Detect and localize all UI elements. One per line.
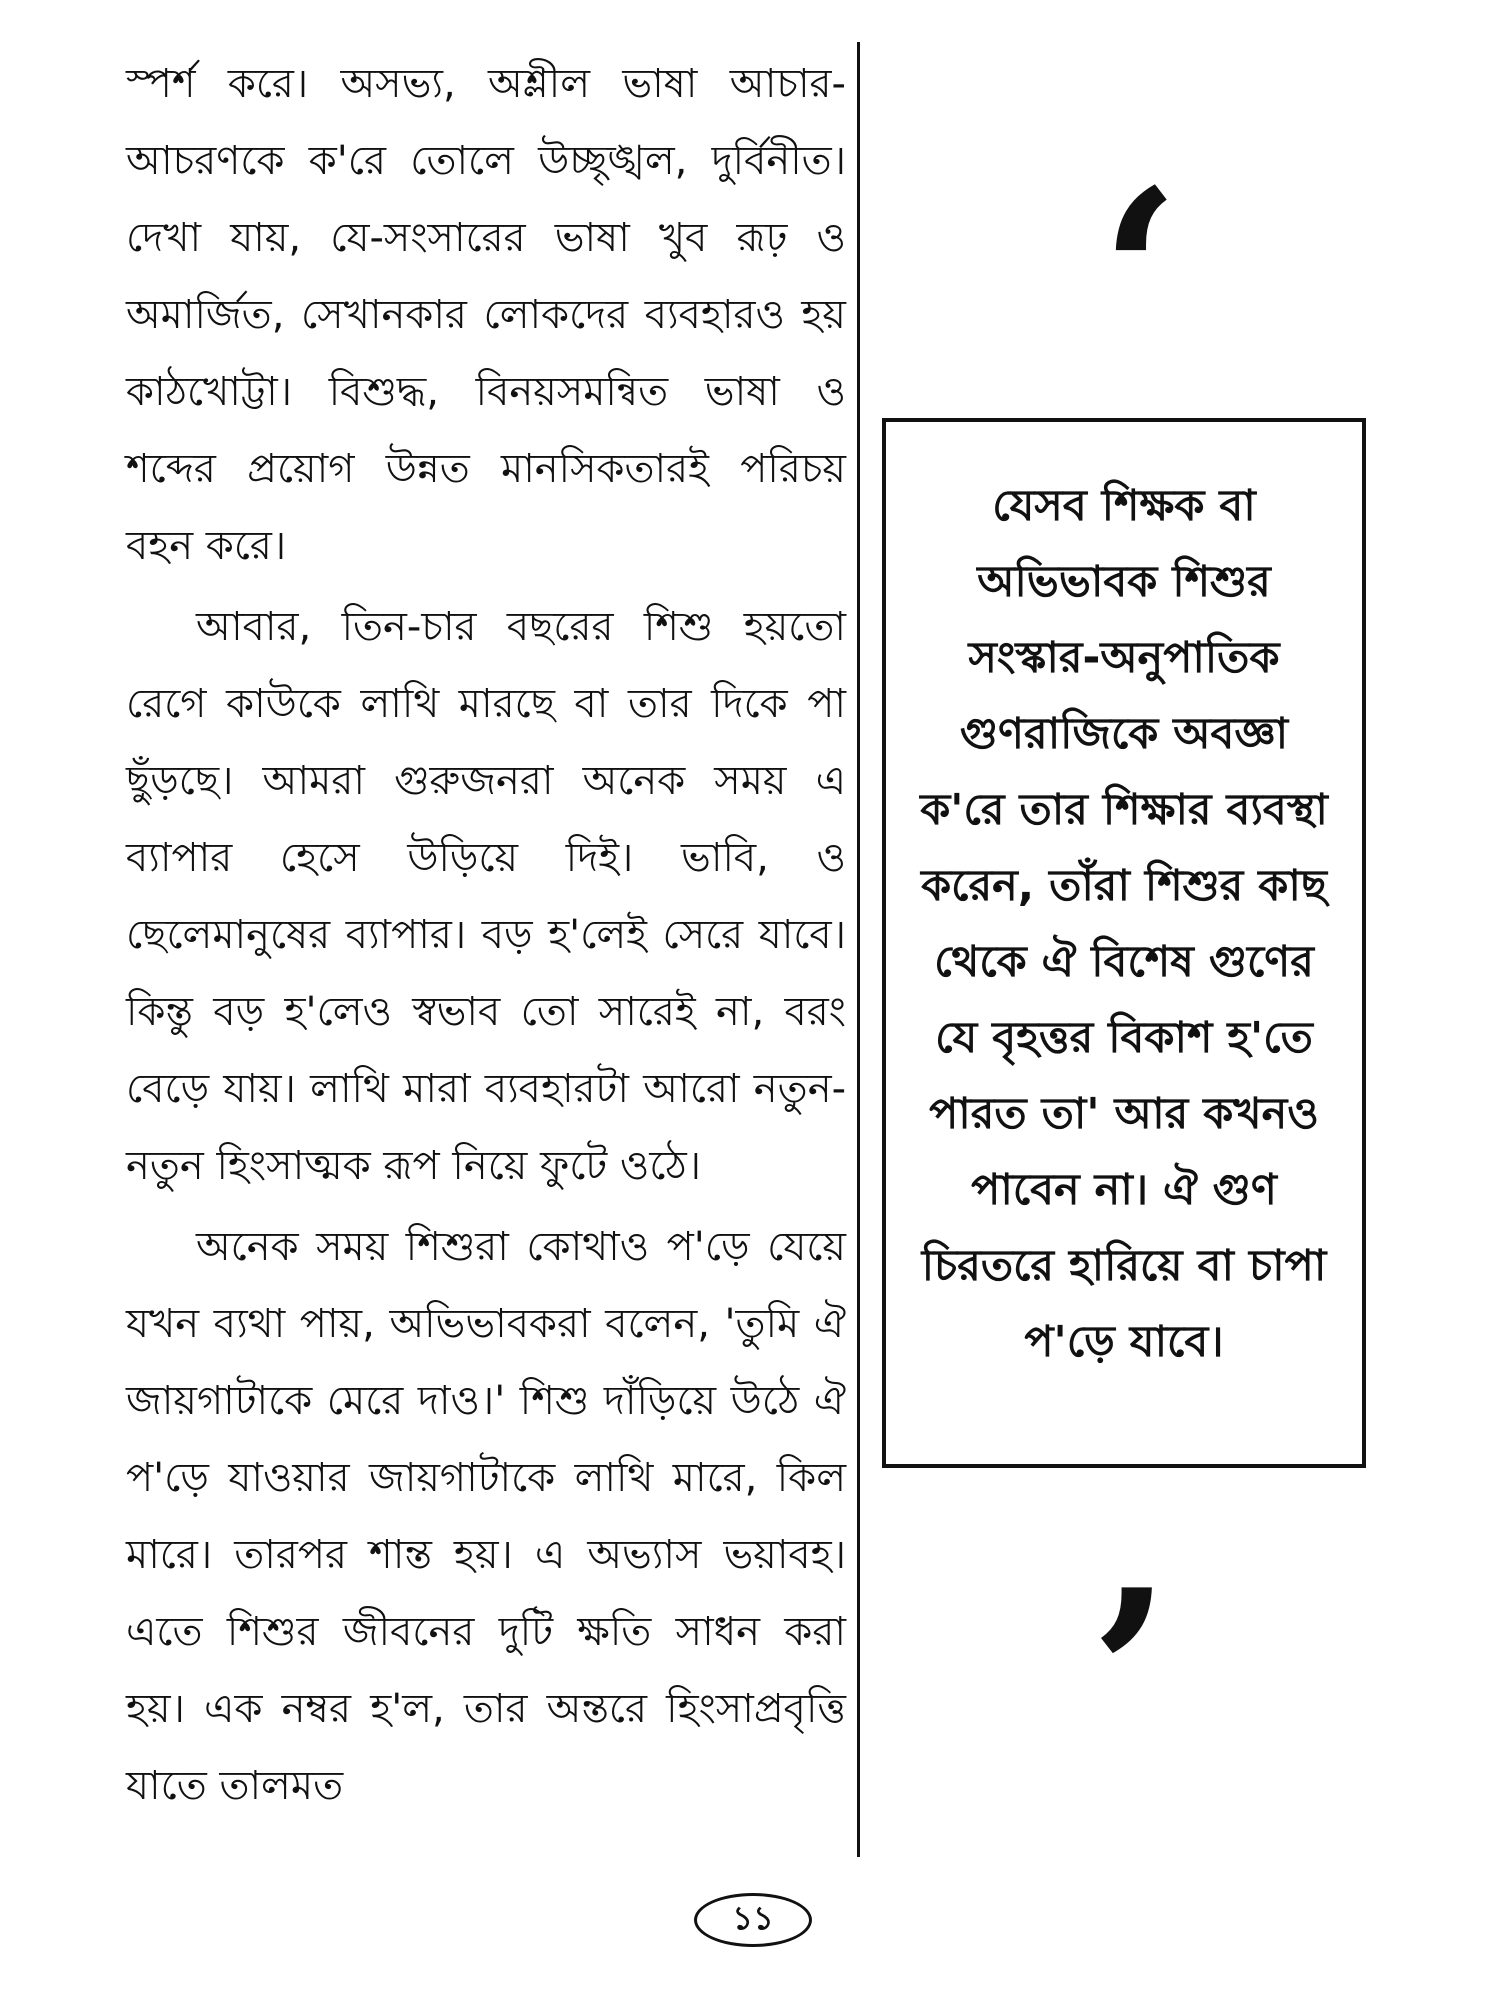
page-number: ১১ [694,1893,812,1947]
body-paragraph-3: অনেক সময় শিশুরা কোথাও প'ড়ে যেয়ে যখন ব্যথা পায়, অভিভাবকরা বলেন, 'তুমি ঐ জায়গাটাকে মেরে দাও।' শিশু দাঁড়িয়ে উঠে ঐ প'ড়ে যাওয়ার জায়গাটাকে লাথি মারে, কিল মারে। তারপর শান্ত হয়। এ অভ্যাস ভয়াবহ। এতে শিশুর জীবনের দুটি ক্ষতি সাধন করা হয়। এক নম্বর হ'ল, তার অন্তরে হিংসাপ্রবৃত্তি যাতে তালমত [126,1224,846,1809]
body-paragraph-2: আবার, তিন-চার বছরের শিশু হয়তো রেগে কাউকে লাথি মারছে বা তার দিকে পা ছুঁড়ছে। আমরা গুরুজনরা অনেক সময় এ ব্যাপার হেসে উড়িয়ে দিই। ভাবি, ও ছেলেমানুষের ব্যাপার। বড় হ'লেই সেরে যাবে। কিন্তু বড় হ'লেও স্বভাব তো সারেই না, বরং বেড়ে যায়। লাথি মারা ব্যবহারটা আরো নতুন-নতুন হিংসাত্মক রূপ নিয়ে ফুটে ওঠে। [126,604,846,1189]
close-quote-mark: ’ [1090,1540,1171,1810]
body-paragraph-1: স্পর্শ করে। অসভ্য, অশ্লীল ভাষা আচার-আচরণকে ক'রে তোলে উচ্ছৃঙ্খল, দুর্বিনীত। দেখা যায়, যে-সংসারের ভাষা খুব রূঢ় ও অমার্জিত, সেখানকার লোকদের ব্যবহারও হয় কাঠখোট্টা। বিশুদ্ধ, বিনয়সমন্বিত ভাষা ও শব্দের প্রয়োগ উন্নত মানসিকতারই পরিচয় বহন করে। [126,61,846,569]
column-divider [857,42,860,1857]
open-quote-mark: ‘ [1100,140,1181,410]
pull-quote-text: যেসব শিক্ষক বা অভিভাবক শিশুর সংস্কার-অনুপাতিক গুণরাজিকে অবজ্ঞা ক'রে তার শিক্ষার ব্যবস্থা করেন, তাঁরা শিশুর কাছ থেকে ঐ বিশেষ গুণের যে বৃহত্তর বিকাশ হ'তে পারত তা' আর কখনও পাবেন না। ঐ গুণ চিরতরে হারিয়ে বা চাপা প'ড়ে যাবে। [920,481,1328,1367]
pull-quote-box [882,418,1366,1468]
main-text-column [126,46,846,1825]
